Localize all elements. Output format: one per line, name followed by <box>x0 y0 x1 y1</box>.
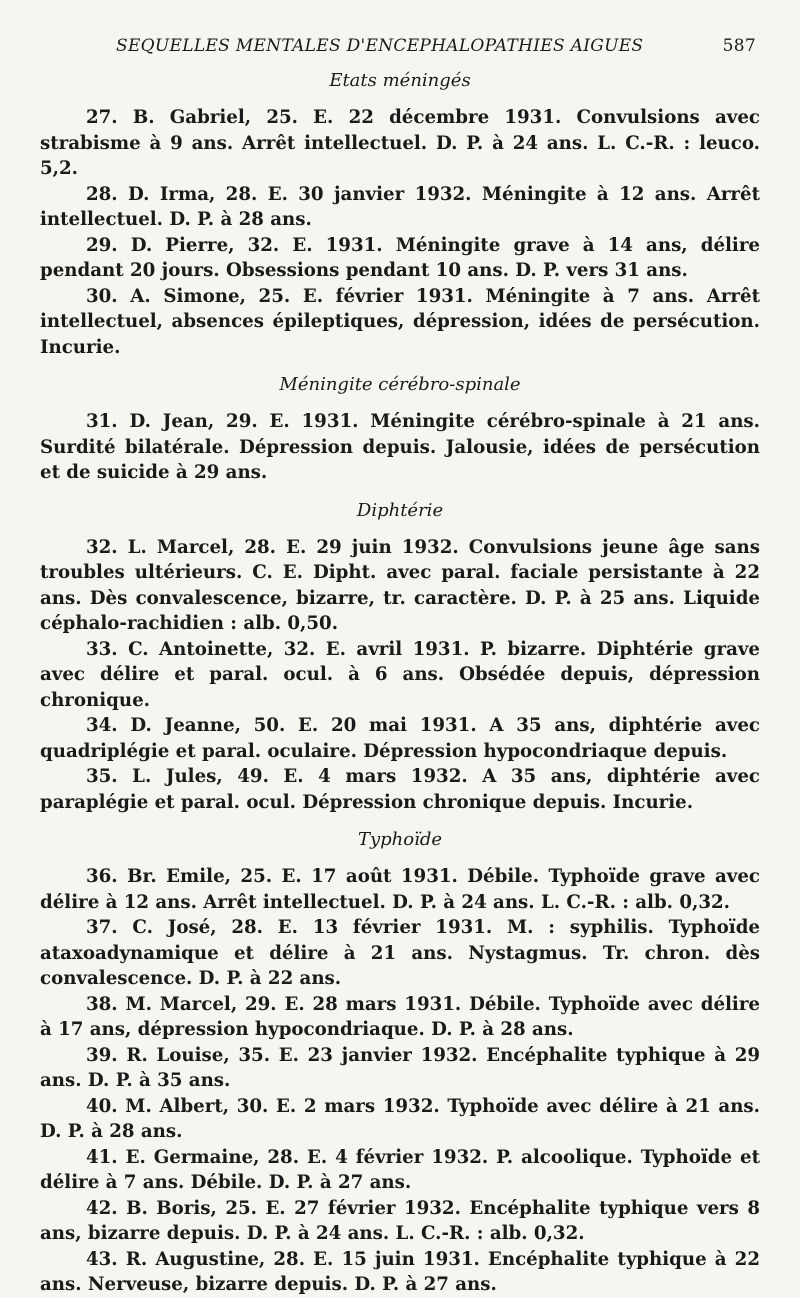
case-entry: 29. D. Pierre, 32. E. 1931. Méningite grave à 14 ans, délire pendant 20 jours. Obsessions pendant 10 ans. D. P. vers 31 ans. <box>40 234 760 281</box>
section-title: Typhoïde <box>357 829 443 850</box>
page-number: 587 <box>722 36 756 56</box>
case-entry: 36. Br. Emile, 25. E. 17 août 1931. Débile. Typhoïde grave avec délire à 12 ans. Arrêt intellectuel. D. P. à 24 ans. L. C.-R. : alb. 0,32. <box>40 866 760 913</box>
case-entry: 42. B. Boris, 25. E. 27 février 1932. Encéphalite typhique vers 8 ans, bizarre depuis. D. P. à 24 ans. L. C.-R. : alb. 0,32. <box>40 1197 760 1244</box>
section <box>40 374 760 486</box>
case-entry: 31. D. Jean, 29. E. 1931. Méningite cérébro-spinale à 21 ans. Surdité bilatérale. Dépression depuis. Jalousie, idées de persécution et de suicide à 29 ans. <box>40 411 760 483</box>
section-title: Diphtérie <box>356 499 444 521</box>
case-entry: 32. L. Marcel, 28. E. 29 juin 1932. Convulsions jeune âge sans troubles ultérieurs. C. E. Dipht. avec paral. faciale persistante à 22 ans. Dès convalescence, bizarre, tr. caractère. D. P. à 25 ans. Liquide céphalo-rachidien : alb. 0,50. <box>40 536 760 634</box>
case-entry: 30. A. Simone, 25. E. février 1931. Méningite à 7 ans. Arrêt intellectuel, absences épileptiques, dépression, idées de persécution. Incurie. <box>40 285 760 358</box>
section <box>40 500 760 816</box>
running-title: SEQUELLES MENTALES D'ENCEPHALOPATHIES AIGUES <box>116 36 644 56</box>
case-entry: 33. C. Antoinette, 32. E. avril 1931. P. bizarre. Diphtérie grave avec délire et paral. ocul. à 6 ans. Obsédée depuis, dépression chronique. <box>40 638 760 711</box>
running-head <box>40 30 760 60</box>
section-title: Etats méningés <box>329 70 471 91</box>
case-entry: 41. E. Germaine, 28. E. 4 février 1932. P. alcoolique. Typhoïde et délire à 7 ans. Débile. D. P. à 27 ans. <box>40 1146 760 1193</box>
case-entry: 28. D. Irma, 28. E. 30 janvier 1932. Méningite à 12 ans. Arrêt intellectuel. D. P. à 28 ans. <box>40 183 760 230</box>
case-entry: 34. D. Jeanne, 50. E. 20 mai 1931. A 35 ans, diphtérie avec quadriplégie et paral. oculaire. Dépression hypocondriaque depuis. <box>40 715 760 762</box>
case-entry: 27. B. Gabriel, 25. E. 22 décembre 1931. Convulsions avec strabisme à 9 ans. Arrêt intellectuel. D. P. à 24 ans. L. C.-R. : leuco. 5,2. <box>40 107 760 179</box>
case-entry: 37. C. José, 28. E. 13 février 1931. M. : syphilis. Typhoïde ataxoadynamique et délire à 21 ans. Nystagmus. Tr. chron. dès convalescence. D. P. à 22 ans. <box>40 917 760 989</box>
case-entry: 43. R. Augustine, 28. E. 15 juin 1931. Encéphalite typhique à 22 ans. Nerveuse, bizarre depuis. D. P. à 27 ans. <box>40 1248 760 1295</box>
article-body <box>40 70 760 1298</box>
case-entry: 38. M. Marcel, 29. E. 28 mars 1931. Débile. Typhoïde avec délire à 17 ans, dépression hypocondriaque. D. P. à 28 ans. <box>40 993 760 1040</box>
section <box>40 70 760 360</box>
case-entry: 35. L. Jules, 49. E. 4 mars 1932. A 35 ans, diphtérie avec paraplégie et paral. ocul. Dépression chronique depuis. Incurie. <box>40 766 760 813</box>
section-title: Méningite cérébro-spinale <box>279 374 521 395</box>
case-entry: 39. R. Louise, 35. E. 23 janvier 1932. Encéphalite typhique à 29 ans. D. P. à 35 ans. <box>40 1044 760 1091</box>
case-entry: 40. M. Albert, 30. E. 2 mars 1932. Typhoïde avec délire à 21 ans. D. P. à 28 ans. <box>40 1095 760 1142</box>
section <box>40 829 760 1298</box>
